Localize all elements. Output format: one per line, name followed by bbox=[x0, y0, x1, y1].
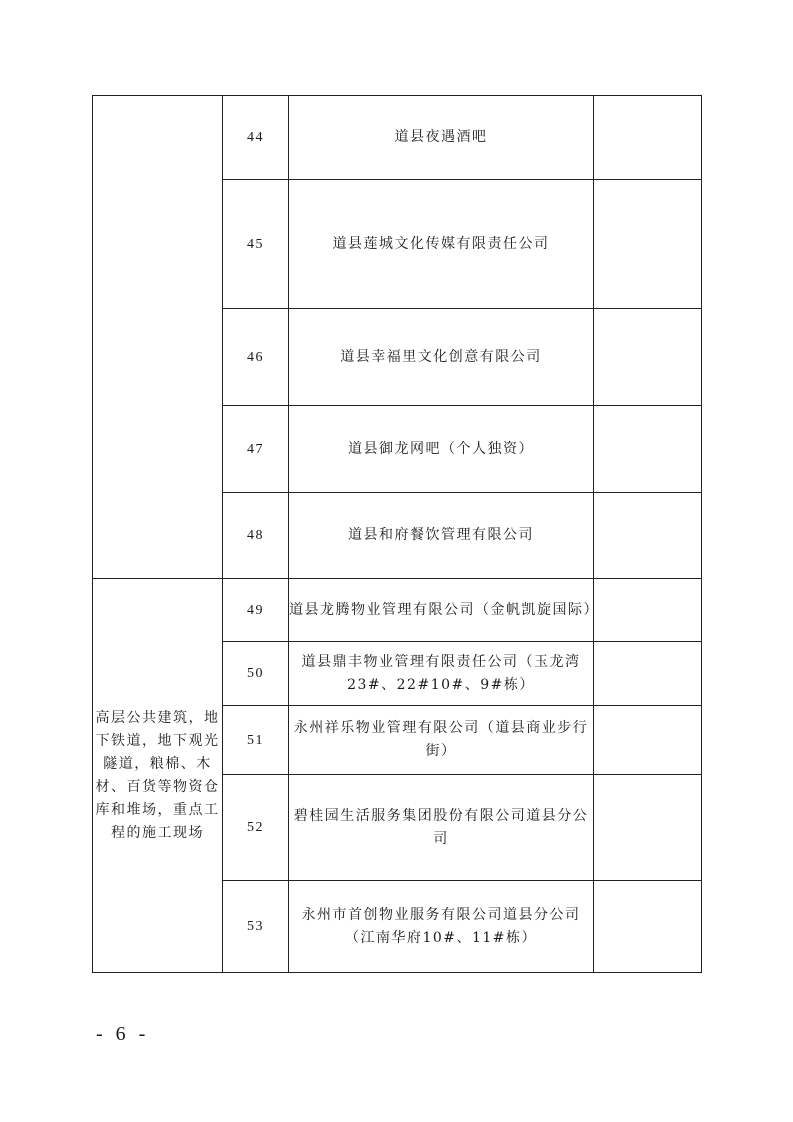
remark-cell bbox=[594, 881, 702, 973]
unit-name: 永州祥乐物业管理有限公司（道县商业步行街） bbox=[289, 706, 594, 775]
category-text: 高层公共建筑，地下铁道，地下观光隧道，粮棉、木材、百货等物资仓库和堆场，重点工程的施工现场 bbox=[95, 709, 220, 841]
remark-cell bbox=[594, 642, 702, 706]
unit-name: 道县御龙网吧（个人独资） bbox=[289, 406, 594, 493]
row-number: 52 bbox=[223, 775, 289, 881]
category-cell bbox=[93, 579, 223, 973]
remark-cell bbox=[594, 579, 702, 642]
remark-cell bbox=[594, 706, 702, 775]
page-number: - 6 - bbox=[96, 1023, 150, 1045]
table-row bbox=[93, 96, 702, 180]
table-row bbox=[93, 579, 702, 642]
row-number: 46 bbox=[223, 309, 289, 406]
row-number: 51 bbox=[223, 706, 289, 775]
remark-cell bbox=[594, 493, 702, 579]
remark-cell bbox=[594, 775, 702, 881]
unit-name: 永州市首创物业服务有限公司道县分公司（江南华府10#、11#栋） bbox=[289, 881, 594, 973]
unit-name: 道县夜遇酒吧 bbox=[289, 96, 594, 180]
remark-cell bbox=[594, 96, 702, 180]
unit-name: 道县和府餐饮管理有限公司 bbox=[289, 493, 594, 579]
row-number: 49 bbox=[223, 579, 289, 642]
row-number: 44 bbox=[223, 96, 289, 180]
unit-name: 碧桂园生活服务集团股份有限公司道县分公司 bbox=[289, 775, 594, 881]
remark-cell bbox=[594, 180, 702, 309]
row-number: 53 bbox=[223, 881, 289, 973]
unit-table bbox=[92, 95, 702, 973]
row-number: 45 bbox=[223, 180, 289, 309]
row-number: 48 bbox=[223, 493, 289, 579]
category-cell bbox=[93, 96, 223, 579]
remark-cell bbox=[594, 309, 702, 406]
unit-name: 道县鼎丰物业管理有限责任公司（玉龙湾23#、22#10#、9#栋） bbox=[289, 642, 594, 706]
unit-name: 道县龙腾物业管理有限公司（金帆凯旋国际） bbox=[289, 579, 594, 642]
unit-name: 道县幸福里文化创意有限公司 bbox=[289, 309, 594, 406]
row-number: 50 bbox=[223, 642, 289, 706]
remark-cell bbox=[594, 406, 702, 493]
unit-name: 道县莲城文化传媒有限责任公司 bbox=[289, 180, 594, 309]
row-number: 47 bbox=[223, 406, 289, 493]
